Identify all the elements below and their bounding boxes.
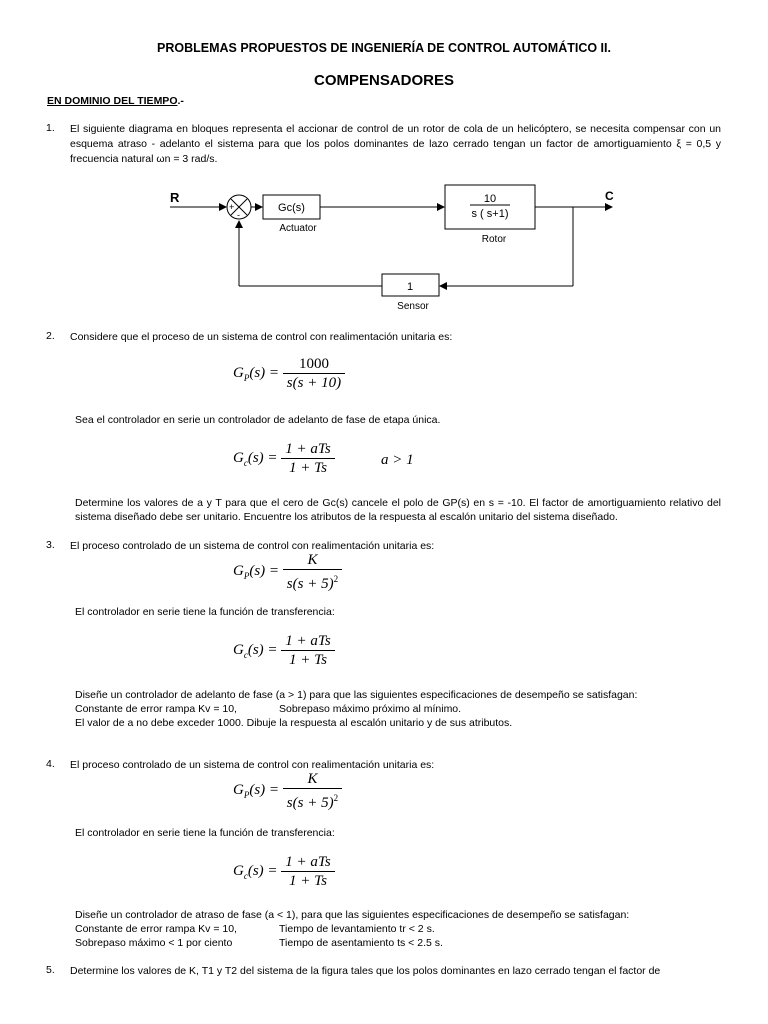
problem-2-intro: Considere que el proceso de un sistema de control con realimentación unitaria es: [70, 331, 453, 343]
plant-block [445, 185, 535, 229]
problem-4-spec-3a: Sobrepaso máximo < 1 por ciento [75, 937, 233, 949]
problem-2-controller-text: Sea el controlador en serie un controlador de adelanto de fase de etapa única. [75, 414, 441, 426]
equation-gp-3: $G_P(s)$ = $\frac{K}{s(s + 5)^2}$ [233, 551, 342, 593]
equation-gp-2: $G_P(s)$ = $\frac{1000}{s(s + 10)}$ [233, 355, 345, 392]
actuator-label: Actuator [279, 223, 317, 234]
problem-4-spec-3b: Tiempo de asentamiento ts < 2.5 s. [279, 937, 443, 949]
problem-3-controller-text: El controlador en serie tiene la función de transferencia: [75, 606, 335, 618]
problem-3-spec-3: El valor de a no debe exceder 1000. Dibuje la respuesta al escalón unitario y de sus atributos. [75, 717, 513, 729]
problem-4-spec-2a: Constante de error rampa Kv = 10, [75, 923, 237, 935]
plus-sign: + [229, 202, 235, 212]
problem-number-2: 2. [46, 330, 55, 342]
document-subtitle: COMPENSADORES [313, 72, 455, 89]
sensor-gain: 1 [406, 281, 414, 293]
problem-1-text: El siguiente diagrama en bloques representa el accionar de control de un rotor de cola de un helicóptero, se necesita compensar con un esquema atraso - adelanto el sistema para que los polos dominantes de lazo cerrado tengan un factor de amortiguamiento ξ = 0,5 y frecuencia natural ωn = 3 rad/s. [70, 123, 721, 165]
controller-label: Gc(s) [278, 202, 305, 214]
problem-3-spec-1: Diseñe un controlador de adelanto de fase (a > 1) para que las siguientes especificaciones de desempeño se satisfagan: [75, 689, 638, 701]
sensor-label: Sensor [397, 301, 429, 312]
output-label: C [605, 189, 614, 203]
equation-gc-3: $G_c(s)$ = $\frac{\text{1 + aTs}}{1 + Ts}$ [233, 632, 335, 669]
plant-denominator: s ( s+1) [471, 208, 509, 220]
condition-a: a > 1 [381, 452, 414, 468]
problem-3-intro: El proceso controlado de un sistema de control con realimentación unitaria es: [70, 540, 435, 552]
problem-4-intro: El proceso controlado de un sistema de control con realimentación unitaria es: [70, 759, 435, 771]
problem-number-4: 4. [46, 758, 55, 770]
document-title: PROBLEMAS PROPUESTOS DE INGENIERÍA DE CONTROL AUTOMÁTICO II. [157, 41, 611, 55]
problem-4-spec-1: Diseñe un controlador de atraso de fase (a < 1), para que las siguientes especificaciones de desempeño se satisfagan: [75, 909, 630, 921]
equation-gp-4: $G_P(s)$ = $\frac{K}{s(s + 5)^2}$ [233, 770, 342, 812]
problem-4-controller-text: El controlador en serie tiene la función de transferencia: [75, 827, 335, 839]
equation-gc-2: $G_c(s)$ = $\frac{\text{1 + aTs}}{1 + Ts}$ [233, 440, 335, 477]
problem-3-spec-2a: Constante de error rampa Kv = 10, [75, 703, 237, 715]
problem-3-spec-2b: Sobrepaso máximo próximo al mínimo. [279, 703, 462, 715]
problem-number-5: 5. [46, 964, 55, 976]
plant-numerator: 10 [483, 193, 497, 205]
problem-4-spec-2b: Tiempo de levantamiento tr < 2 s. [279, 923, 435, 935]
problem-2-question: Determine los valores de a y T para que el cero de Gc(s) cancele el polo de GP(s) en s = -10. El factor de amortiguamiento relativo del sistema diseñado debe ser unitario. Encuentre los atributos de la respuesta al escalón unitario del sistema diseñado. [75, 497, 721, 523]
rotor-label: Rotor [481, 234, 507, 245]
problem-5-text: Determine los valores de K, T1 y T2 del sistema de la figura tales que los polos dominantes en lazo cerrado tengan el factor de [70, 965, 661, 977]
block-diagram [160, 180, 620, 320]
problem-number-3: 3. [46, 539, 55, 551]
equation-gc-4: $G_c(s)$ = $\frac{\text{1 + aTs}}{1 + Ts}$ [233, 853, 335, 890]
minus-sign: - [237, 210, 240, 220]
problem-number-1: 1. [46, 122, 55, 134]
input-label: R [170, 190, 180, 205]
section-heading: EN DOMINIO DEL TIEMPO.- [47, 95, 184, 107]
